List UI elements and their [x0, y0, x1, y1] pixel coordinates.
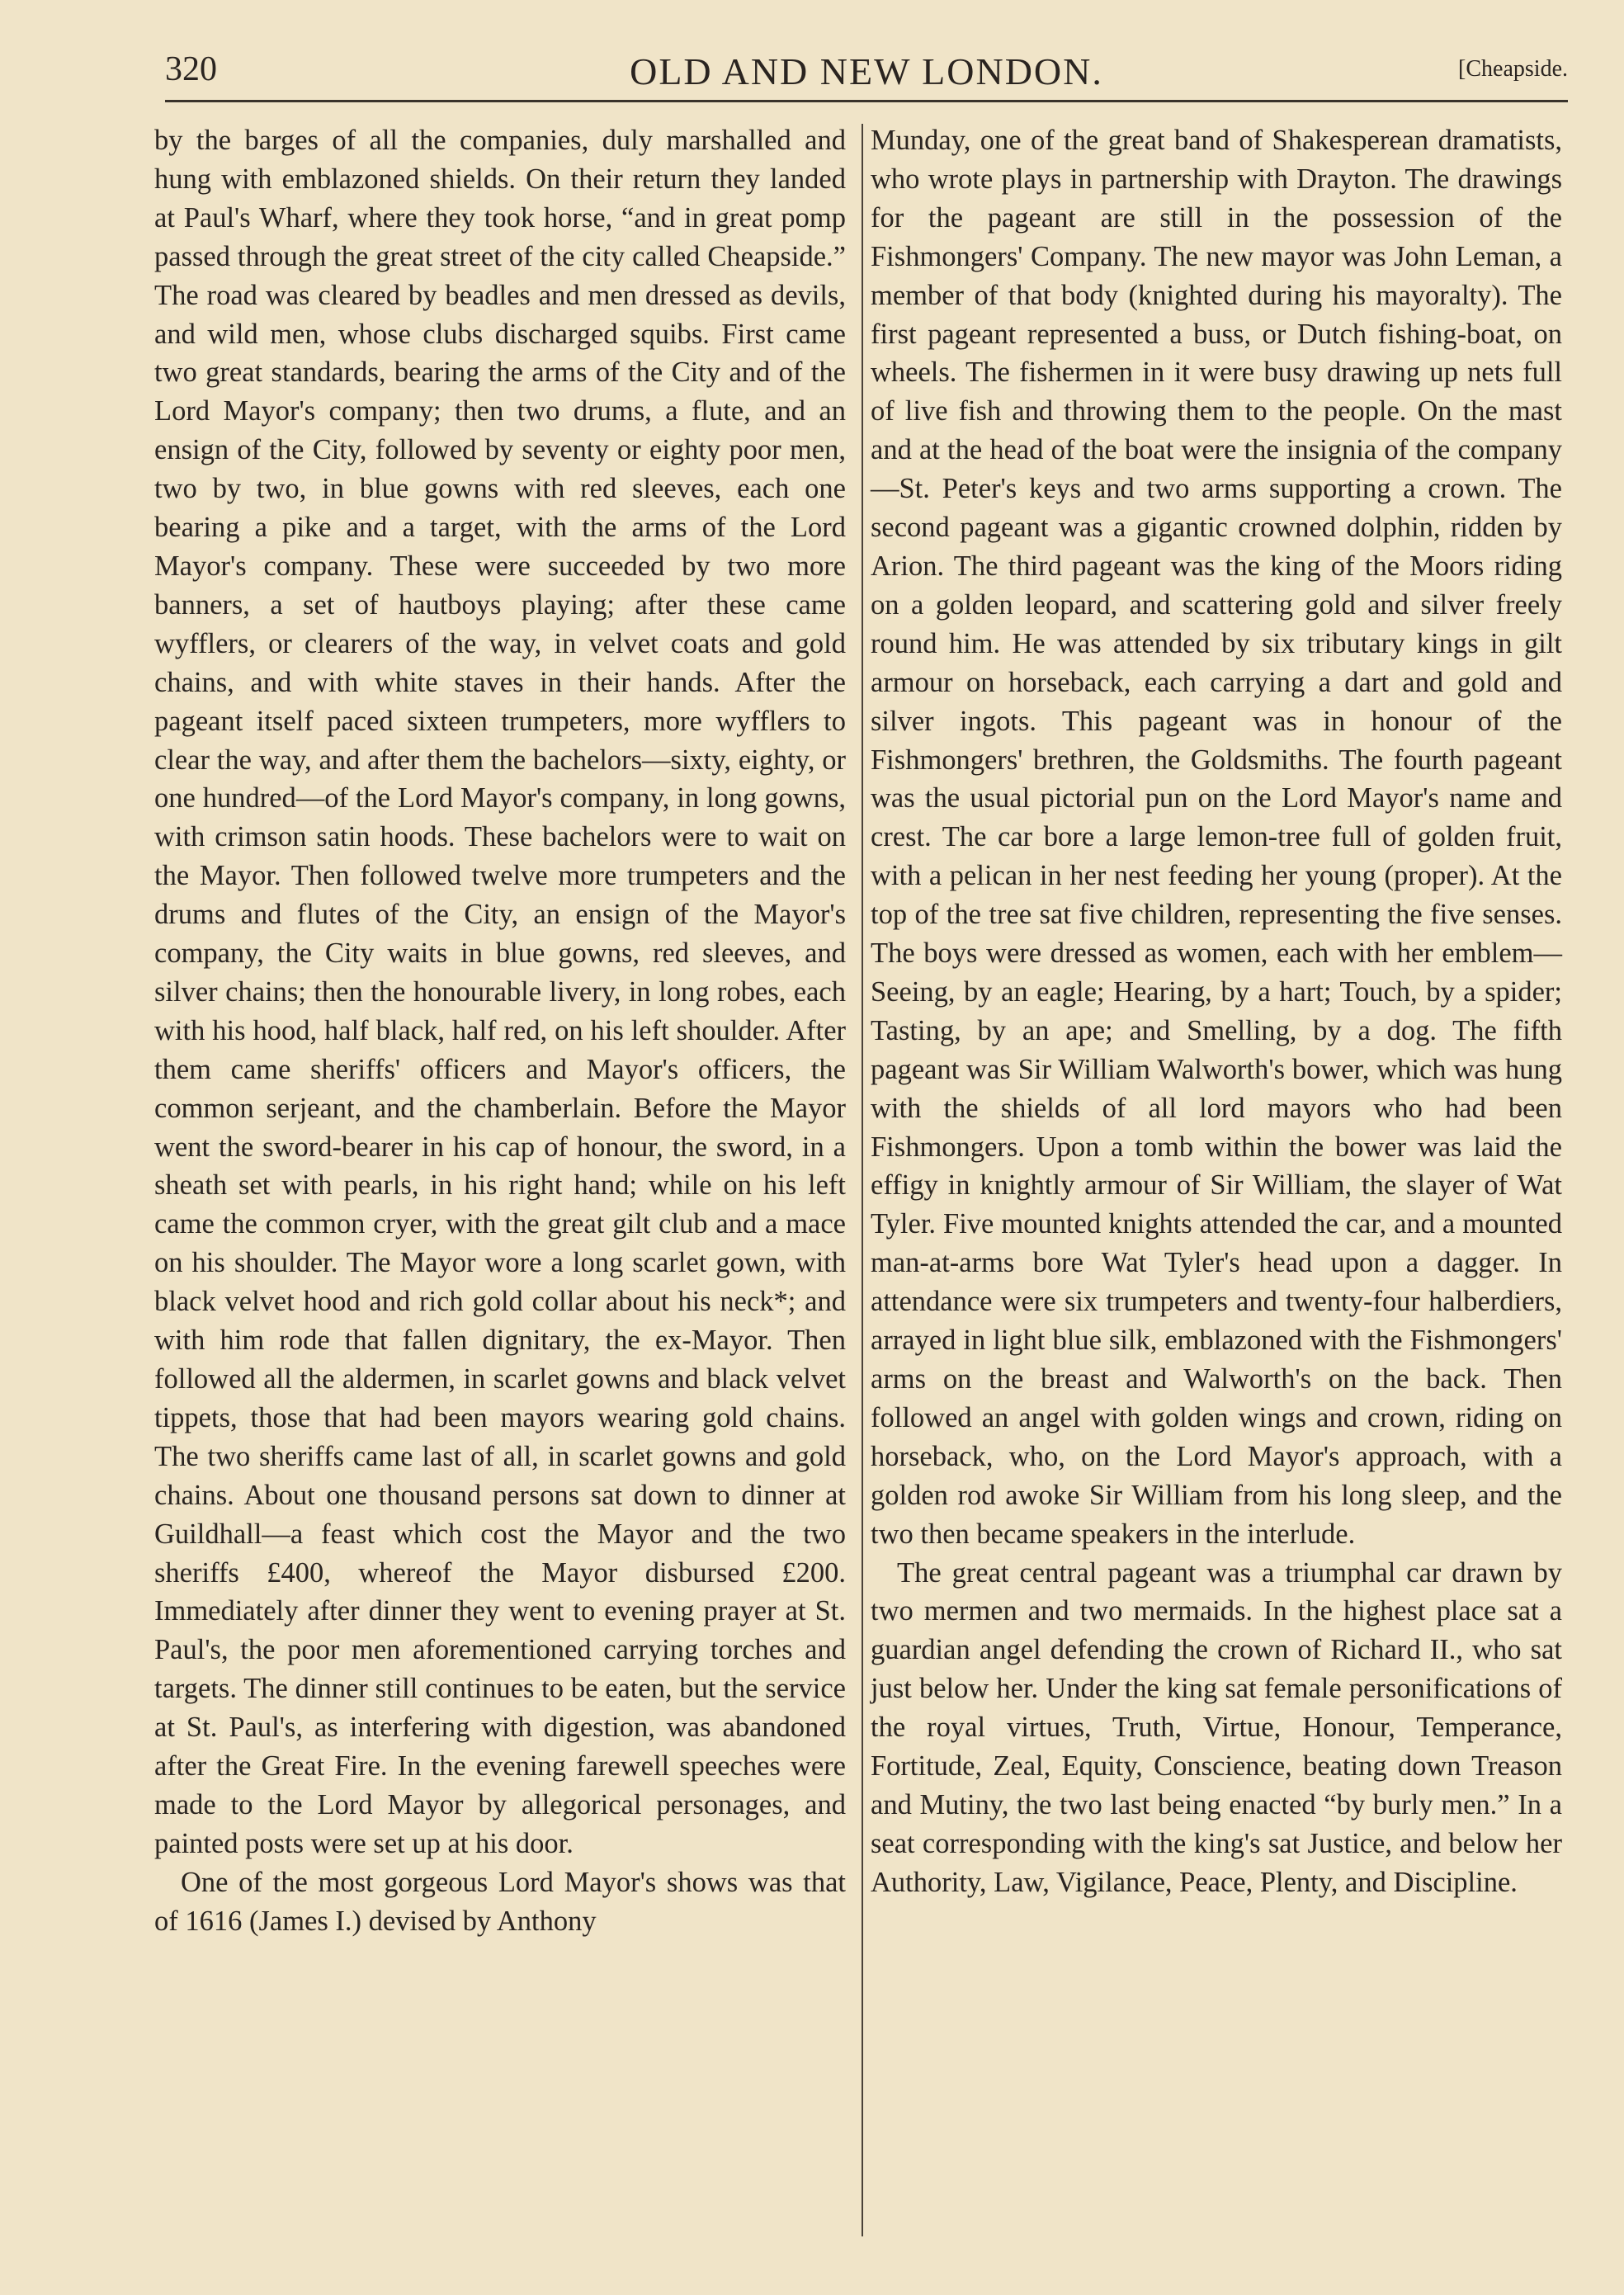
- paragraph: The great central pageant was a triumphal car drawn by two mermen and two mermaids. In the highest place sat a guardian angel defending the crown of Richard II., who sat just below her. Under the king sat female personifications of the royal virtues, Truth, Virtue, Honour, Temperance, Fortitude, Zeal, Equity, Conscience, beating down Treason and Mutiny, the two last being enacted “by burly men.” In a seat corresponding with the king's sat Justice, and below her Authority, Law, Vigilance, Peace, Plenty, and Discipline.: [871, 1556, 1562, 1898]
- right-column: [871, 121, 1562, 1902]
- running-header: [165, 43, 1568, 97]
- header-rule: [165, 100, 1568, 102]
- paragraph: Munday, one of the great band of Shakesperean dramatists, who wrote plays in partnership with Drayton. The drawings for the pageant are still in the possession of the Fishmongers' Company. The new mayor was John Leman, a member of that body (knighted during his mayoralty). The first pageant represented a buss, or Dutch fishing-boat, on wheels. The fishermen in it were busy drawing up nets full of live fish and throwing them to the people. On the mast and at the head of the boat were the insignia of the company—St. Peter's keys and two arms supporting a crown. The second pageant was a gigantic crowned dolphin, ridden by Arion. The third pageant was the king of the Moors riding on a golden leopard, and scattering gold and silver freely round him. He was attended by six tributary kings in gilt armour on horseback, each carrying a dart and gold and silver ingots. This pageant was in honour of the Fishmongers' brethren, the Goldsmiths. The fourth pageant was the usual pictorial pun on the Lord Mayor's name and crest. The car bore a large lemon-tree full of golden fruit, with a pelican in her nest feeding her young (proper). At the top of the tree sat five children, representing the five senses. The boys were dressed as women, each with her emblem—Seeing, by an eagle; Hearing, by a hart; Touch, by a spider; Tasting, by an ape; and Smelling, by a dog. The fifth pageant was Sir William Walworth's bower, which was hung with the shields of all lord mayors who had been Fishmongers. Upon a tomb within the bower was laid the effigy in knightly armour of Sir William, the slayer of Wat Tyler. Five mounted knights attended the car, and a mounted man-at-arms bore Wat Tyler's head upon a dagger. In attendance were six trumpeters and twenty-four halberdiers, arrayed in light blue silk, emblazoned with the Fishmongers' arms on the breast and Walworth's on the back. Then followed an angel with golden wings and crown, riding on horseback, who, on the Lord Mayor's approach, with a golden rod awoke Sir William from his long sleep, and the two then became speakers in the interlude.: [871, 125, 1562, 1550]
- running-title: OLD AND NEW LONDON.: [630, 50, 1103, 92]
- page-number: 320: [165, 50, 217, 88]
- paragraph: One of the most gorgeous Lord Mayor's shows was that of 1616 (James I.) devised by Anthony: [154, 1866, 846, 1937]
- paragraph: by the barges of all the companies, duly marshalled and hung with emblazoned shields. On their return they landed at Paul's Wharf, where they took horse, “and in great pomp passed through the great street of the city called Cheapside.” The road was cleared by beadles and men dressed as devils, and wild men, whose clubs discharged squibs. First came two great standards, bearing the arms of the City and of the Lord Mayor's company; then two drums, a flute, and an ensign of the City, followed by seventy or eighty poor men, two by two, in blue gowns with red sleeves, each one bearing a pike and a target, with the arms of the Lord Mayor's company. These were succeeded by two more banners, a set of hautboys playing; after these came wyfflers, or clearers of the way, in velvet coats and gold chains, and with white staves in their hands. After the pageant itself paced sixteen trumpeters, more wyfflers to clear the way, and after them the bachelors—sixty, eighty, or one hundred—of the Lord Mayor's company, in long gowns, with crimson satin hoods. These bachelors were to wait on the Mayor. Then followed twelve more trumpeters and the drums and flutes of the City, an ensign of the Mayor's company, the City waits in blue gowns, red sleeves, and silver chains; then the honourable livery, in long robes, each with his hood, half black, half red, on his left shoulder. After them came sheriffs' officers and Mayor's officers, the common serjeant, and the chamberlain. Before the Mayor went the sword-bearer in his cap of honour, the sword, in a sheath set with pearls, in his right hand; while on his left came the common cryer, with the great gilt club and a mace on his shoulder. The Mayor wore a long scarlet gown, with black velvet hood and rich gold collar about his neck*; and with him rode that fallen dignitary, the ex-Mayor. Then followed all the aldermen, in scarlet gowns and black velvet tippets, those that had been mayors wearing gold chains. The two sheriffs came last of all, in scarlet gowns and gold chains. About one thousand persons sat down to dinner at Guildhall—a feast which cost the Mayor and the two sheriffs £400, whereof the Mayor disbursed £200. Immediately after dinner they went to evening prayer at St. Paul's, the poor men aforementioned carrying torches and targets. The dinner still continues to be eaten, but the service at St. Paul's, as interfering with digestion, was abandoned after the Great Fire. In the evening farewell speeches were made to the Lord Mayor by allegorical personages, and painted posts were set up at his door.: [154, 125, 846, 1859]
- column-rule: [862, 124, 863, 2236]
- section-label: [Cheapside.: [1458, 56, 1568, 82]
- left-column: [154, 121, 846, 1941]
